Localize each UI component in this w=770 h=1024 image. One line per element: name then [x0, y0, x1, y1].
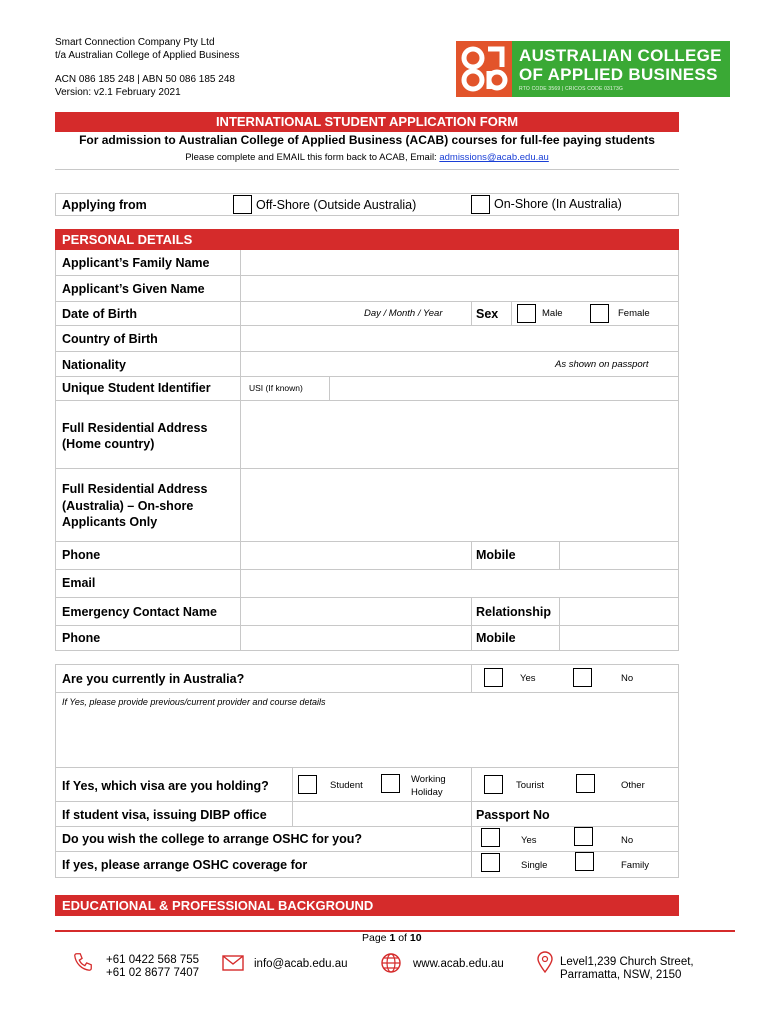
education-heading: EDUCATIONAL & PROFESSIONAL BACKGROUND [55, 895, 679, 916]
applying-from-label: Applying from [62, 198, 147, 212]
in-australia-yes-label: Yes [520, 673, 536, 684]
location-pin-icon [536, 951, 554, 978]
footer-address: Level1,239 Church Street, Parramatta, NSW, 2150 [560, 956, 694, 981]
family-cover-label: Family [621, 860, 649, 871]
in-australia-yes-checkbox[interactable] [484, 668, 503, 687]
dob-label: Date of Birth [62, 307, 137, 321]
passport-no-input[interactable] [560, 802, 678, 826]
visa-label: If Yes, which visa are you holding? [62, 779, 269, 793]
company-info [55, 36, 240, 99]
company-version: Version: v2.1 February 2021 [55, 87, 181, 98]
in-australia-no-checkbox[interactable] [573, 668, 592, 687]
emergency-mobile-label: Mobile [476, 631, 516, 645]
oshc-yes-checkbox[interactable] [481, 828, 500, 847]
company-acn-abn: ACN 086 185 248 | ABN 50 086 185 248 [55, 74, 235, 85]
other-visa-checkbox[interactable] [576, 774, 595, 793]
working-holiday-label: Working Holiday [411, 774, 446, 798]
logo-codes: RTO CODE 3569 | CRICOS CODE 03173G [519, 86, 624, 92]
emergency-phone-label: Phone [62, 631, 101, 645]
dibp-office-label: If student visa, issuing DIBP office [62, 808, 267, 822]
logo-text: AUSTRALIAN COLLEGE OF APPLIED BUSINESS [519, 46, 722, 84]
student-visa-label: Student [330, 780, 363, 791]
relationship-label: Relationship [476, 605, 552, 619]
form-instruction: Please complete and EMAIL this form back to ACAB, Email: admissions@acab.edu.au [185, 152, 549, 163]
phone-label: Phone [62, 548, 101, 562]
emergency-contact-input[interactable] [241, 598, 471, 625]
dibp-office-input[interactable] [293, 802, 471, 826]
email-input[interactable] [241, 570, 678, 597]
relationship-input[interactable] [560, 598, 678, 625]
given-name-input[interactable] [241, 276, 678, 301]
au-address-label: Full Residential Address (Australia) – On-shore Applicants Only [62, 482, 208, 529]
footer-email[interactable]: info@acab.edu.au [254, 958, 348, 970]
emergency-mobile-input[interactable] [560, 626, 678, 650]
offshore-label: Off-Shore (Outside Australia) [256, 198, 417, 212]
home-address-label: Full Residential Address (Home country) [62, 421, 208, 451]
dob-input[interactable] [241, 302, 471, 325]
usi-input[interactable] [330, 377, 678, 400]
student-visa-checkbox[interactable] [298, 775, 317, 794]
offshore-checkbox[interactable] [233, 195, 252, 214]
family-cover-checkbox[interactable] [575, 852, 594, 871]
college-logo [456, 41, 730, 97]
phone-icon [72, 951, 94, 978]
provider-details-hint: If Yes, please provide previous/current provider and course details [62, 697, 326, 707]
country-of-birth-label: Country of Birth [62, 332, 158, 346]
dob-hint: Day / Month / Year [364, 308, 443, 319]
oshc-coverage-label: If yes, please arrange OSHC coverage for [62, 858, 308, 872]
working-holiday-checkbox[interactable] [381, 774, 400, 793]
female-label: Female [618, 308, 650, 319]
other-visa-label: Other [621, 780, 645, 791]
oshc-no-label: No [621, 835, 634, 846]
provider-details-input[interactable] [56, 708, 678, 767]
passport-hint: As shown on passport [555, 359, 649, 370]
form-subtitle: For admission to Australian College of Applied Business (ACAB) courses for full-fee paying students [79, 133, 655, 147]
footer-divider [55, 930, 735, 932]
tourist-visa-checkbox[interactable] [484, 775, 503, 794]
oshc-label: Do you wish the college to arrange OSHC for you? [62, 832, 363, 846]
given-name-label: Applicant’s Given Name [62, 282, 205, 296]
email-label: Email [62, 576, 96, 590]
mobile-input[interactable] [560, 542, 678, 569]
sex-label: Sex [476, 307, 499, 321]
nationality-label: Nationality [62, 358, 126, 372]
emergency-contact-label: Emergency Contact Name [62, 605, 217, 619]
oshc-no-checkbox[interactable] [574, 827, 593, 846]
onshore-checkbox[interactable] [471, 195, 490, 214]
admissions-email-link[interactable]: admissions@acab.edu.au [439, 152, 549, 163]
globe-icon [380, 952, 402, 979]
page-number: Page 1 of 10 [362, 932, 422, 944]
family-name-label: Applicant’s Family Name [62, 256, 210, 270]
personal-details-heading: PERSONAL DETAILS [55, 229, 679, 250]
mobile-label: Mobile [476, 548, 516, 562]
family-name-input[interactable] [241, 251, 678, 275]
oshc-yes-label: Yes [521, 835, 537, 846]
footer-website[interactable]: www.acab.edu.au [413, 958, 504, 970]
in-australia-no-label: No [621, 673, 634, 684]
tourist-visa-label: Tourist [516, 780, 544, 791]
single-cover-label: Single [521, 860, 548, 871]
single-cover-checkbox[interactable] [481, 853, 500, 872]
form-title: INTERNATIONAL STUDENT APPLICATION FORM [55, 112, 679, 132]
male-checkbox[interactable] [517, 304, 536, 323]
au-address-input[interactable] [241, 469, 678, 541]
home-address-input[interactable] [241, 401, 678, 468]
company-trading-as: t/a Australian College of Applied Business [55, 50, 240, 61]
male-label: Male [542, 308, 563, 319]
onshore-label: On-Shore (In Australia) [494, 197, 622, 211]
in-australia-label: Are you currently in Australia? [62, 672, 245, 686]
mail-icon [222, 955, 244, 976]
usi-label: Unique Student Identifier [62, 381, 211, 395]
footer-phones: +61 0422 568 755 +61 02 8677 7407 [106, 954, 200, 979]
usi-hint: USI (If known) [249, 383, 303, 393]
phone-input[interactable] [241, 542, 471, 569]
emergency-phone-input[interactable] [241, 626, 471, 650]
company-name: Smart Connection Company Pty Ltd [55, 37, 215, 48]
country-of-birth-input[interactable] [241, 326, 678, 351]
female-checkbox[interactable] [590, 304, 609, 323]
nationality-input[interactable] [241, 352, 678, 376]
logo-mark-icon [456, 41, 512, 97]
passport-no-label: Passport No [476, 808, 550, 822]
